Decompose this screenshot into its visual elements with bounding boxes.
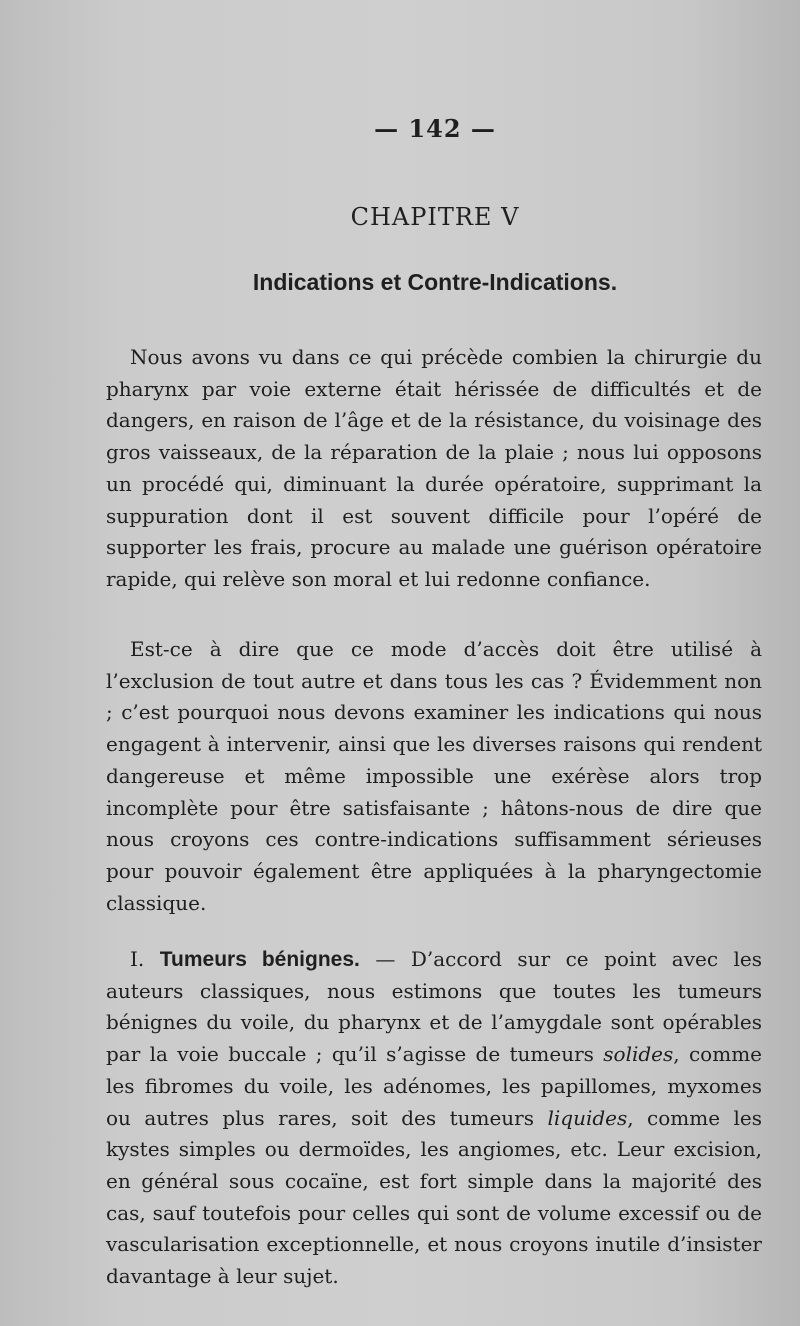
page-number: — 142 — — [374, 114, 496, 143]
paragraph-3-number: I. — [130, 947, 145, 971]
paragraph-3-lead: — D’accord sur ce point avec les auteurs classiques, nous estimons que toutes les tumeurs bénignes du voile, du pharynx et de l’amygdale sont opérables par la voie buccale ; qu’il s’agisse de tumeurs — [106, 947, 763, 1067]
chapter-title: CHAPITRE V — [350, 203, 520, 231]
section-title: Indications et Contre-Indications. — [252, 269, 618, 295]
paragraph-1 — [106, 342, 762, 596]
paragraph-3-heading: Tumeurs bénignes. — [159, 948, 360, 971]
paragraph-3 — [106, 944, 762, 1293]
paragraph-3-italic-solides: solides — [603, 1042, 674, 1067]
paragraph-1-text: Nous avons vu dans ce qui précède combien la chirurgie du pharynx par voie externe était hérissée de difficultés et de dangers, en raison de l’âge et de la résistance, du voisinage des gros vaisseaux, de la réparation de la plaie ; nous lui opposons un procédé qui, diminuant la durée opératoire, supprimant la suppuration dont il est souvent difficile pour l’opéré de supporter les frais, procure au malade une guérison opératoire rapide, qui relève son moral et lui redonne confiance. — [106, 345, 762, 591]
paragraph-3-middle: , comme les fibromes du voile, les adénomes, les papillomes, myxomes ou autres plus rares, soit des tumeurs — [106, 1042, 762, 1130]
paragraph-3-tail: , comme les kystes simples ou dermoïdes, les angiomes, etc. Leur excision, en général sous cocaïne, est fort simple dans la majorité des cas, sauf toutefois pour celles qui sont de volume excessif ou de vascularisation exceptionnelle, et nous croyons inutile d’insister davantage à leur sujet. — [106, 1105, 763, 1289]
paragraph-2 — [106, 634, 762, 919]
paragraph-3-italic-liquides: liquides — [547, 1105, 628, 1130]
paragraph-2-text: Est-ce à dire que ce mode d’accès doit être utilisé à l’exclusion de tout autre et dans tous les cas ? Évidemment non ; c’est pourquoi nous devons examiner les indications qui nous engagent à intervenir, ainsi que les diverses raisons qui rendent dangereuse et même impossible une exérèse alors trop incomplète pour être satisfaisante ; hâtons-nous de dire que nous croyons ces contre-indications suffisamment sérieuses pour pouvoir également être appliquées à la pharyngectomie classique. — [106, 637, 762, 915]
